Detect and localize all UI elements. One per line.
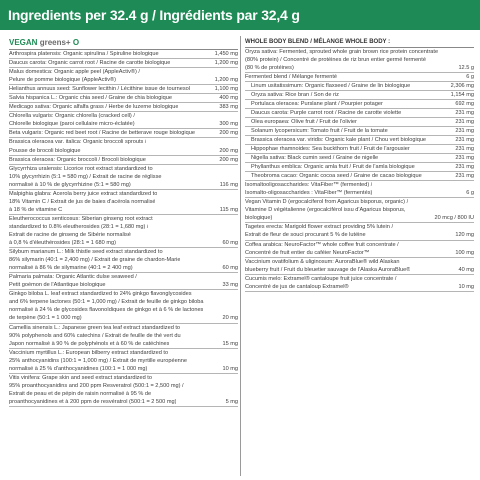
ingredient-line <box>245 56 474 64</box>
ingredient-line <box>9 248 238 256</box>
ingredient-row <box>9 138 238 155</box>
ingredient-text: Extrait de fleur de souci procurant 5 % de lutéine <box>245 232 366 239</box>
ingredient-line <box>9 256 238 264</box>
ingredient-line <box>245 189 474 197</box>
whole-body-blend-title: WHOLE BODY BLEND / MÉLANGE WHOLE BODY : <box>245 38 474 48</box>
ingredient-row <box>9 59 238 68</box>
ingredient-line <box>9 120 238 128</box>
ingredient-amount: 231 mg <box>455 118 474 125</box>
ingredient-text: Vegan Vitamin D (ergocalciferol from Agaricus bisporus, organic) / <box>245 199 409 206</box>
ingredient-row <box>245 73 474 82</box>
ingredient-amount: 1,450 mg <box>214 51 238 57</box>
ingredient-line <box>9 147 238 155</box>
ingredient-text: Eleutherococcus senticosus: Siberian ginseng root extract <box>9 215 153 222</box>
ingredient-text: Olea europaea: Olive fruit / Fruit de l'olivier <box>251 118 357 125</box>
ingredient-text: Hippophae rhamnoides: Sea buckthorn fruit / Fruit de l'argousier <box>251 146 410 153</box>
ingredient-amount: 60 mg <box>222 240 238 247</box>
ingredient-line <box>9 68 238 76</box>
ingredient-row <box>9 324 238 349</box>
ingredient-text: Vitamine D végétalienne (ergocalciférol issu d'Agaricus bisporus, <box>245 207 406 214</box>
ingredient-row <box>9 290 238 323</box>
ingredient-row <box>9 190 238 215</box>
ingredient-text: Coffea arabica: NeuroFactor™ whole coffee fruit concentrate / <box>245 241 399 248</box>
ingredient-row <box>245 241 474 258</box>
ingredient-line <box>9 138 238 146</box>
ingredient-text: blueberry fruit / Fruit du bleuetier sauvage de l'Alaska AuroraBlue® <box>245 266 411 273</box>
ingredient-line <box>245 249 474 257</box>
ingredient-text: Extrait de racine de ginseng de Sibérie normalisé <box>9 231 131 238</box>
ingredient-line <box>251 100 474 108</box>
ingredient-text: Linum usitatissimum: Organic flaxseed / Graine de lin biologique <box>251 82 411 89</box>
ingredient-line <box>251 127 474 135</box>
ingredient-text: Silybum marianum L.: Milk thistle seed extract standardized to <box>9 249 163 256</box>
ingredient-text: normalisé à 24 % de glycosides flavonoïdiques de ginkgo et à 6 % de lactones <box>9 307 204 314</box>
ingredient-line <box>9 94 238 102</box>
ingredient-amount: 116 mg <box>219 181 238 188</box>
ingredient-amount: 6 g <box>466 73 474 80</box>
ingredient-amount: 10 mg <box>458 283 474 290</box>
ingredient-text: Chlorelle biologique (paroi cellulaire micro-éclatée) <box>9 121 135 128</box>
ingredient-text: Concentré de fruit entier du caféier NeuroFactor™ <box>245 249 370 256</box>
ingredient-text: 95% proanthocyanidins and 200 ppm Resveratrol (500:1 = 2,500 mg) / <box>9 382 184 389</box>
ingredient-row <box>9 349 238 374</box>
ingredient-text: normalisé à 25 % d'anthocyanidines (100:1 = 1 000 mg) <box>9 365 148 372</box>
ingredient-amount: 40 mg <box>458 266 474 273</box>
ingredient-line <box>9 206 238 214</box>
ingredient-text: Pousse de brocoli biologique <box>9 147 81 154</box>
ingredient-text: Ginkgo biloba L. leaf extract standardized to 24% ginkgo flavonglycosides <box>9 291 192 298</box>
ingredient-text: Tagetes erecta: Marigold flower extract providing 5% lutein / <box>245 224 393 231</box>
ingredient-text: Brassica oleracea var. viridis: Organic kale plant / Chou vert biologique <box>251 136 427 143</box>
ingredient-row <box>245 91 474 100</box>
ingredient-line <box>251 91 474 99</box>
ingredient-text: normalisé à 10 % de glycyrrhizine (5:1 = 580 mg) <box>9 181 131 188</box>
ingredient-row <box>9 129 238 138</box>
ingredient-line <box>245 258 474 266</box>
ingredient-text: Brassica oleracea var. italica: Organic broccoli sprouts / <box>9 139 147 146</box>
ingredient-line <box>245 231 474 239</box>
ingredient-text: standardized to 0.8% eleutherosides (28:1 = 1,680 mg) / <box>9 223 149 230</box>
ingredient-line <box>9 50 238 58</box>
ingredient-amount: 1,154 mg <box>450 91 474 98</box>
ingredient-text: Malpighia glabra: Acerola berry juice extract standardized to <box>9 190 158 197</box>
ingredient-line <box>9 165 238 173</box>
ingredient-row <box>9 112 238 129</box>
ingredient-line <box>9 281 238 289</box>
ingredient-text: Cucumis melo: Extramel® cantaloupe fruit juice concentrate / <box>245 275 397 282</box>
left-ingredient-list <box>9 50 238 407</box>
ingredient-text: and 6% terpene lactones (50:1 = 1,000 mg) / Extrait de feuille de ginkgo biloba <box>9 299 204 306</box>
ingredient-row <box>245 198 474 223</box>
ingredient-amount: 10 mg <box>222 365 238 372</box>
ingredient-amount: 1,200 mg <box>214 77 238 84</box>
ingredient-amount: 231 mg <box>455 136 474 143</box>
brand-o: O <box>72 38 80 47</box>
ingredient-line <box>9 365 238 373</box>
ingredient-line <box>245 241 474 249</box>
ingredient-text: Arthrospira platensis: Organic spirulina / Spiruline biologique <box>9 51 159 57</box>
ingredient-line <box>9 231 238 239</box>
brand-vegan: VEGAN <box>9 38 38 47</box>
ingredient-text: Brassica oleracea: Organic broccoli / Brocoli biologique <box>9 156 146 163</box>
ingredient-line <box>9 198 238 206</box>
ingredient-text: Concentré de jus de cantaloup Extramel® <box>245 283 349 290</box>
ingredient-text: Theobroma cacao: Organic cocoa seed / Graine de cacao biologique <box>251 173 422 180</box>
column-divider <box>240 36 241 476</box>
ingredient-line <box>9 112 238 120</box>
ingredient-line <box>245 206 474 214</box>
ingredient-row <box>9 165 238 190</box>
ingredient-text: Portulaca oleracea: Purslane plant / Pourpier potager <box>251 100 383 107</box>
ingredient-row <box>245 109 474 118</box>
right-column <box>245 38 474 292</box>
ingredient-text: 25% anthocyanidins (100:1 = 1,000 mg) / Extrait de myrtille européenne <box>9 357 188 364</box>
ingredient-text: Nigella sativa: Black cumin seed / Graine de nigelle <box>251 155 379 162</box>
ingredient-line <box>9 324 238 332</box>
ingredient-row <box>245 172 474 181</box>
ingredient-text: 90% polyphenols and 60% catechins / Extrait de feuille de thé vert du <box>9 332 181 339</box>
ingredient-text: Daucus carota: Organic carrot root / Racine de carotte biologique <box>9 60 171 67</box>
ingredient-amount: 20 mg <box>222 315 238 322</box>
ingredient-row <box>9 103 238 112</box>
ingredient-text: Camellia sinensis L.: Japanese green tea leaf extract standardized to <box>9 324 181 331</box>
ingredient-line <box>9 181 238 189</box>
ingredient-row <box>9 273 238 290</box>
ingredient-row <box>9 215 238 248</box>
ingredient-line <box>9 223 238 231</box>
ingredient-row <box>9 374 238 407</box>
ingredient-line <box>9 239 238 247</box>
ingredient-text: Vaccinium myrtillus L.: European bilberry extract standardized to <box>9 349 169 356</box>
ingredient-text: à 18 % de vitamine C <box>9 206 63 213</box>
ingredient-line <box>251 154 474 162</box>
ingredient-text: Oryza sativa: Fermented, sprouted whole grain brown rice protein concentrate <box>245 48 439 55</box>
ingredient-line <box>245 48 474 56</box>
ingredient-line <box>245 223 474 231</box>
ingredient-amount: 692 mg <box>455 100 474 107</box>
ingredient-text: Extrait de peau et de pépin de raisin normalisé à 95 % de <box>9 390 152 397</box>
ingredient-text: Medicago sativa: Organic alfalfa grass / Herbe de luzerne biologique <box>9 104 179 111</box>
ingredient-amount: 1,100 mg <box>214 86 238 93</box>
ingredient-text: Helianthus annuus seed: Sunflower lecithin / Lécithine issue de tournesol <box>9 86 190 93</box>
ingredient-text: 86% silymarin (40:1 = 2,400 mg) / Extrait de graine de chardon-Marie <box>9 257 181 264</box>
ingredient-line <box>9 76 238 84</box>
ingredient-line <box>9 332 238 340</box>
ingredient-line <box>9 306 238 314</box>
ingredient-text: proanthocyanidines et à 200 ppm de resvératrol (500:1 = 2 500 mg) <box>9 398 177 405</box>
ingredient-text: normalisé à 86 % de silymarine (40:1 = 2 400 mg) <box>9 265 133 272</box>
ingredient-amount: 120 mg <box>455 232 474 239</box>
ingredient-text: 18% Vitamin C / Extrait de jus de baies d'acérola normalisé <box>9 198 156 205</box>
ingredient-amount: 33 mg <box>222 282 238 289</box>
ingredient-amount: 231 mg <box>455 109 474 116</box>
ingredient-row <box>245 127 474 136</box>
ingredient-row <box>9 85 238 94</box>
right-ingredient-list <box>245 48 474 292</box>
ingredient-text: Pelure de pomme biologique (AppleActiv®) <box>9 77 117 84</box>
ingredient-line <box>245 283 474 291</box>
ingredient-line <box>9 129 238 137</box>
ingredient-row <box>9 50 238 59</box>
ingredient-line <box>245 266 474 274</box>
ingredient-text: Glycyrrhiza uralensis: Licorice root extract standardized to <box>9 165 153 172</box>
ingredient-text: Isomaltooligosaccharides: VitaFiber™ (fermented) / <box>245 182 373 189</box>
ingredient-text: Vaccinium ovatifolium & uliginosum: AuroraBlue® wild Alaskan <box>245 258 400 265</box>
ingredient-line <box>9 390 238 398</box>
ingredient-row <box>245 48 474 73</box>
ingredient-line <box>251 145 474 153</box>
ingredient-text: Solanum lycopersicum: Tomato fruit / Fruit de la tomate <box>251 127 388 134</box>
ingredient-line <box>9 290 238 298</box>
ingredient-amount: 100 mg <box>455 249 474 256</box>
ingredient-amount: 400 mg <box>219 95 238 102</box>
ingredient-text: Phyllanthus emblica: Organic amla fruit / Fruit de l'amla biologique <box>251 164 415 171</box>
ingredient-amount: 6 g <box>466 190 474 197</box>
ingredient-amount: 231 mg <box>455 146 474 153</box>
ingredient-line <box>9 314 238 322</box>
ingredient-row <box>9 68 238 85</box>
ingredient-text: Petit goémon de l'Atlantique biologique <box>9 282 106 289</box>
ingredient-row <box>245 145 474 154</box>
ingredient-text: Vitis vinifera: Grape skin and seed extract standardized to <box>9 374 152 381</box>
ingredient-text: Daucus carota: Purple carrot root / Racine de carotte violette <box>251 109 402 116</box>
ingredient-row <box>245 181 474 198</box>
ingredient-line <box>251 163 474 171</box>
product-brand <box>9 38 238 50</box>
ingredient-line <box>245 275 474 283</box>
ingredient-line <box>9 298 238 306</box>
ingredient-line <box>9 103 238 111</box>
ingredient-text: (80% protein) / Concentré de protéines de riz brun entier germé fermenté <box>245 56 426 63</box>
ingredient-amount: 300 mg <box>219 121 238 128</box>
ingredient-line <box>9 215 238 223</box>
left-column <box>9 38 238 407</box>
ingredient-text: Beta vulgaris: Organic red beet root / Racine de betterave rouge biologique <box>9 130 195 137</box>
ingredient-line <box>9 340 238 348</box>
ingredient-amount: 200 mg <box>219 130 238 137</box>
ingredient-line <box>245 64 474 72</box>
ingredient-row <box>245 275 474 292</box>
ingredient-text: Fermented blend / Mélange fermenté <box>245 73 338 80</box>
ingredient-row <box>245 223 474 240</box>
ingredient-text: Malus domestica: Organic apple peel (AppleActiv®) / <box>9 69 140 76</box>
ingredient-text: Chlorella vulgaris: Organic chlorella (cracked cell) / <box>9 113 135 120</box>
ingredient-row <box>245 118 474 127</box>
ingredient-row <box>9 248 238 273</box>
ingredient-text: Oryza sativa: Rice bran / Son de riz <box>251 91 339 98</box>
ingredient-line <box>245 73 474 81</box>
ingredient-line <box>245 198 474 206</box>
ingredient-row <box>245 136 474 145</box>
ingredient-line <box>9 382 238 390</box>
ingredient-amount: 200 mg <box>219 156 238 163</box>
header-title: Ingredients per 32.4 g / Ingrédients par 32,4 g <box>8 7 300 23</box>
ingredient-line <box>251 82 474 90</box>
ingredient-text: 10% glycyrrhizin (5:1 = 580 mg) / Extrait de racine de réglisse <box>9 173 162 180</box>
ingredient-text: Palmaria palmata: Organic Atlantic dulse seaweed / <box>9 274 137 281</box>
brand-name: greens+ <box>39 38 71 47</box>
ingredient-line <box>9 264 238 272</box>
ingredient-row <box>9 94 238 103</box>
ingredient-line <box>9 273 238 281</box>
ingredient-line <box>9 85 238 93</box>
ingredient-line <box>9 156 238 164</box>
ingredient-line <box>9 398 238 406</box>
ingredient-text: Salvia hispanica L.: Organic chia seed / Graine de chia biologique <box>9 95 172 102</box>
ingredient-line <box>9 173 238 181</box>
ingredient-amount: 15 mg <box>222 340 238 347</box>
ingredient-text: de terpène (50:1 = 1 000 mg) <box>9 315 82 322</box>
ingredient-amount: 115 mg <box>219 206 238 213</box>
ingredient-amount: 383 mg <box>219 104 238 111</box>
ingredient-row <box>245 258 474 275</box>
ingredient-amount: 200 mg <box>219 147 238 154</box>
ingredient-amount: 1,200 mg <box>214 60 238 67</box>
ingredient-line <box>9 357 238 365</box>
ingredient-amount: 231 mg <box>455 127 474 134</box>
ingredient-line <box>251 118 474 126</box>
ingredient-amount: 2,306 mg <box>450 82 474 89</box>
ingredient-line <box>245 181 474 189</box>
ingredient-amount: 231 mg <box>455 155 474 162</box>
ingredient-text: (80 % de protéines) <box>245 64 294 71</box>
ingredient-line <box>9 59 238 67</box>
ingredient-text: Japon normalisé à 90 % de polyphénols et à 60 % de catéchines <box>9 340 170 347</box>
ingredient-amount: 60 mg <box>222 265 238 272</box>
ingredient-line <box>251 109 474 117</box>
ingredient-amount: 231 mg <box>455 173 474 180</box>
ingredient-text: à 0,8 % d'éleuthérosides (28:1 = 1 680 mg) <box>9 240 116 247</box>
ingredient-row <box>9 156 238 165</box>
ingredient-amount: 5 mg <box>225 398 238 405</box>
ingredient-text: Isomalto-oligosaccharides : VitaFiber™ (fermentés) <box>245 190 373 197</box>
ingredient-line <box>9 374 238 382</box>
ingredient-line <box>9 190 238 198</box>
ingredient-row <box>245 100 474 109</box>
ingredient-line <box>245 214 474 222</box>
ingredient-text: biologique) <box>245 215 273 222</box>
ingredient-amount: 12.5 g <box>458 64 474 71</box>
ingredient-line <box>9 349 238 357</box>
ingredients-header <box>0 0 480 30</box>
ingredient-row <box>245 82 474 91</box>
ingredient-amount: 20 mcg / 800 IU <box>434 215 474 222</box>
ingredient-amount: 231 mg <box>455 164 474 171</box>
ingredient-row <box>245 163 474 172</box>
ingredient-line <box>251 172 474 180</box>
ingredient-line <box>251 136 474 144</box>
ingredient-row <box>245 154 474 163</box>
